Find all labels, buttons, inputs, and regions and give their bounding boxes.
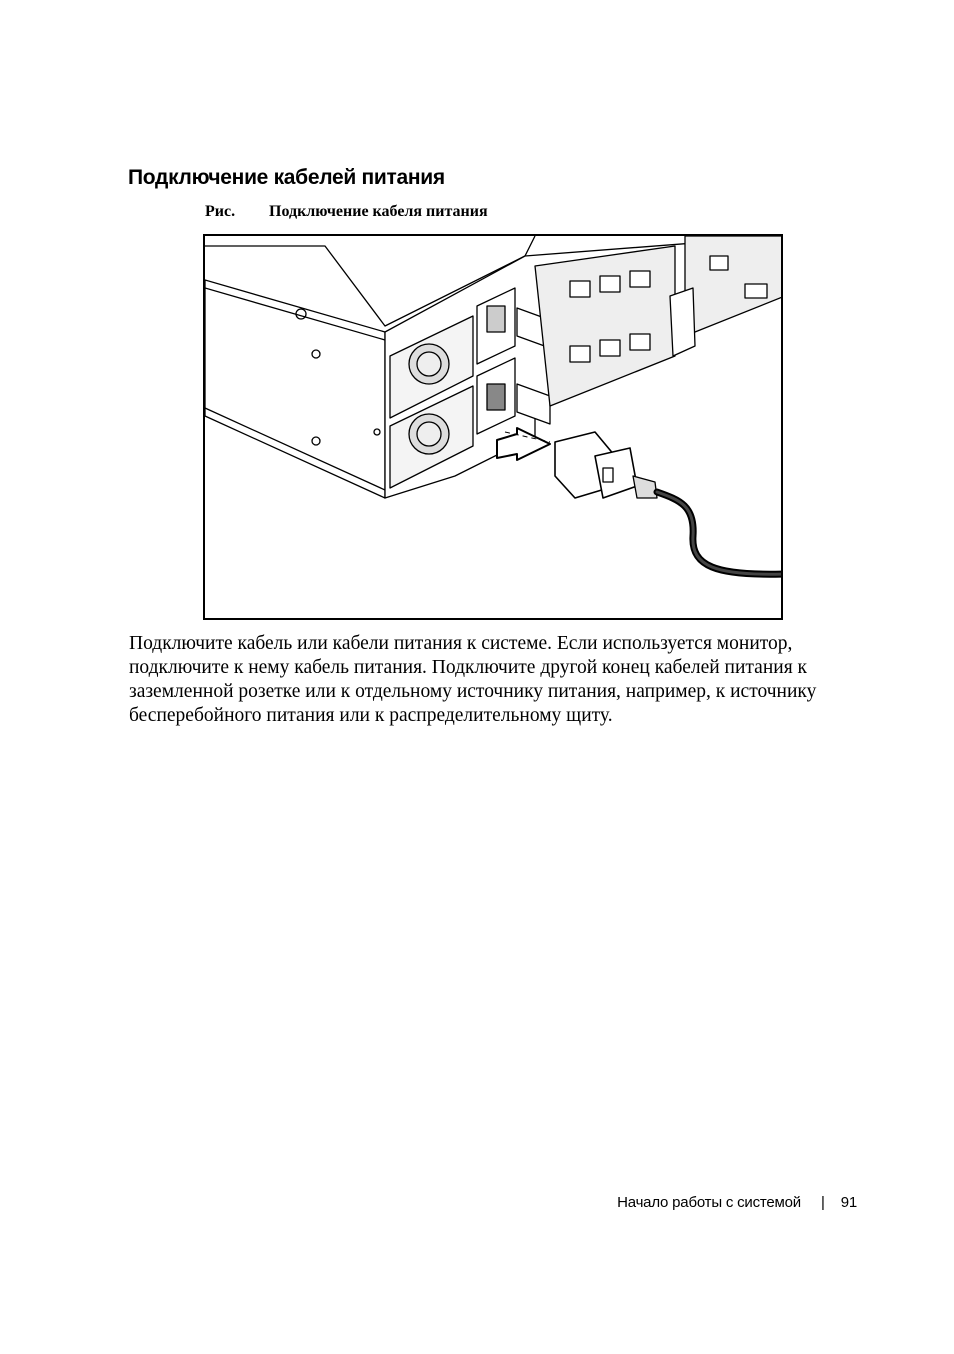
page-number: 91	[840, 1194, 857, 1211]
power-cable	[657, 492, 781, 574]
footer-section-title: Начало работы с системой	[617, 1194, 801, 1211]
figure-label: Рис.	[205, 203, 236, 220]
power-cable-illustration	[203, 234, 783, 620]
figure-title: Подключение кабеля питания	[269, 203, 488, 220]
instructions-paragraph: Подключите кабель или кабели питания к системе. Если используется монитор, подключите к нему кабель питания. Подключите другой конец кабелей питания к заземленной розетке или к отдельному источнику питания, например, к источнику бесперебойного питания или к распределительному щиту.	[129, 633, 817, 726]
section-heading: Подключение кабелей питания	[128, 166, 445, 189]
io-ports-area	[535, 236, 781, 406]
footer-separator: |	[821, 1194, 825, 1211]
chassis-side-panel	[205, 280, 385, 498]
power-plug	[555, 432, 657, 498]
page-footer	[617, 1194, 857, 1211]
figure-caption	[205, 203, 488, 221]
